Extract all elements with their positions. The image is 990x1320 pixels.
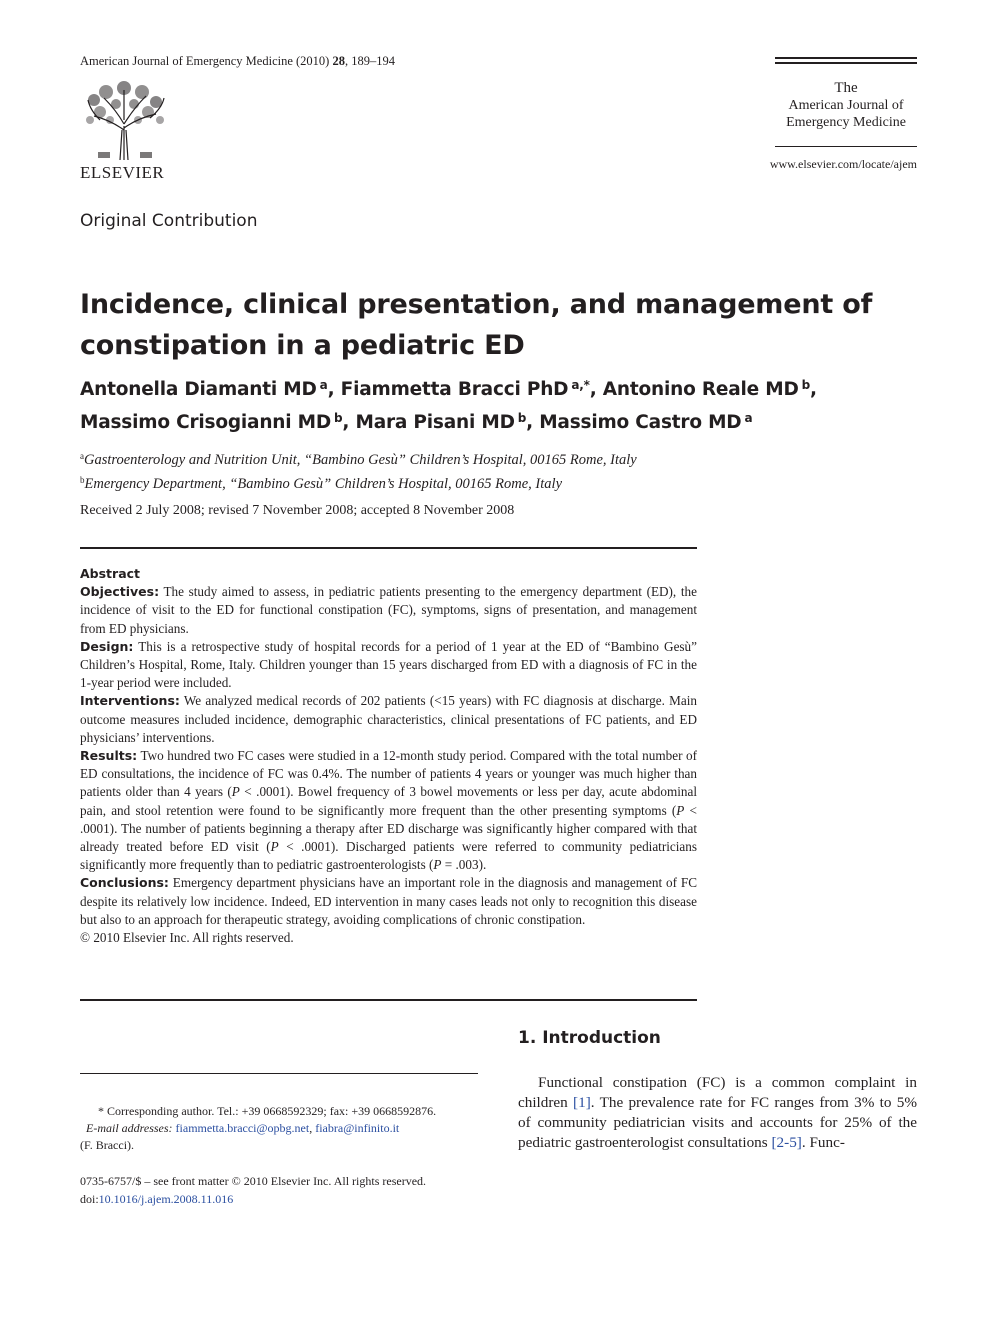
email-addresses (80, 1120, 500, 1137)
front-matter-info (80, 1172, 500, 1208)
email-separator: , (309, 1121, 316, 1135)
design-label: Design: (80, 638, 134, 654)
abstract-objectives (80, 583, 697, 638)
email-label: E-mail addresses: (86, 1121, 173, 1135)
corresponding-author-note: * Corresponding author. Tel.: +39 0668592329; fax: +39 0668592876. (98, 1104, 437, 1118)
p-value-symbol: P (231, 784, 240, 800)
article-type: Original Contribution (80, 211, 258, 231)
journal-citation (80, 54, 395, 69)
objectives-text: The study aimed to assess, in pediatric patients presenting to the emergency department (ED), the incidence of visit to the ED for functional constipation (FC), symptoms, signs of presentation, and management from ED physicians. (80, 584, 697, 636)
abstract-interventions (80, 692, 697, 747)
author-name[interactable]: Mara Pisani MD (355, 412, 515, 433)
p-value-symbol: P (270, 839, 279, 855)
journal-logo-bottom-rule (775, 146, 917, 147)
elsevier-tree-logo (80, 80, 170, 162)
abstract-results (80, 747, 697, 874)
email-owner: (F. Bracci). (80, 1138, 135, 1152)
footnote-rule (80, 1073, 478, 1074)
abstract (80, 565, 697, 947)
interventions-label: Interventions: (80, 693, 180, 709)
affiliation-marker: b (80, 475, 85, 485)
introduction-text: Functional constipation (FC) is a common complaint in children (518, 1074, 917, 1111)
reference-link[interactable]: [2-5] (771, 1134, 802, 1151)
results-text: Two hundred two FC cases were studied in a 12-month study period. Compared with the total number of ED consultations, the incidence of FC was 0.4%. The number of patients 4 years or younger was much higher than patients older than 4 years ( (80, 748, 697, 800)
introduction-text: . The prevalence rate for FC ranges from 3% to 5% of community pediatrician visits and accounts for 25% of the pediatric gastroenterologist consultations (518, 1094, 917, 1151)
affiliation-marker: a (80, 451, 84, 461)
author-name[interactable]: Antonino Reale MD (602, 379, 799, 400)
results-text: < .0001). Bowel frequency of 3 bowel movements or less per day, acute abdominal pain, and stool retention were found to be significantly more frequent than the other presenting symptoms ( (80, 784, 697, 818)
doi-link[interactable]: 10.1016/j.ajem.2008.11.016 (98, 1192, 234, 1206)
author-list: Antonella Diamanti MD $^a$, Fiammetta Bracci PhD $^{a,*}$, Antonino Reale MD $^b$, Massimo Crisogianni MD $^b$, Mara Pisani MD $^b$, Massimo Castro MD $^a$ (80, 378, 817, 433)
publisher-name: ELSEVIER (80, 163, 165, 182)
author-name[interactable]: Massimo Crisogianni MD (80, 412, 332, 433)
footnotes (80, 1103, 500, 1154)
author-name[interactable]: Fiammetta Bracci PhD (340, 379, 569, 400)
doi-label: doi: (80, 1192, 99, 1206)
author-name[interactable]: Antonella Diamanti MD (80, 379, 317, 400)
objectives-label: Objectives: (80, 584, 160, 600)
doi-line (80, 1190, 500, 1208)
results-text: < .0001). The number of patients beginning a therapy after ED discharge was significantly higher compared with that already treated before ED visit ( (80, 802, 697, 855)
journal-url[interactable]: www.elsevier.com/locate/ajem (769, 157, 917, 171)
abstract-heading: Abstract (80, 566, 141, 581)
author-name[interactable]: Massimo Castro MD (539, 412, 742, 433)
journal-logo-line-2: American Journal of (788, 98, 904, 113)
design-text: This is a retrospective study of hospital records for a period of 1 year at the ED of “Bambino Gesù” Children’s Hospital, Rome, Italy. Children younger than 15 years discharged from ED with a diagnosis of FC in the 1-year period were included. (80, 638, 697, 691)
article-history-dates: Received 2 July 2008; revised 7 November 2008; accepted 8 November 2008 (80, 503, 515, 518)
journal-logo-line-1: The (834, 80, 858, 96)
citation-pages: , 189–194 (344, 54, 395, 68)
conclusions-label: Conclusions: (80, 875, 169, 891)
journal-logo-line-3: Emergency Medicine (786, 115, 906, 130)
author-affiliation-marker[interactable]: b (517, 411, 527, 425)
abstract-design (80, 638, 697, 693)
email-link[interactable]: fiabra@infinito.it (315, 1121, 400, 1135)
citation-journal: American Journal of Emergency Medicine (2010) (80, 54, 330, 68)
journal-logo (775, 80, 917, 131)
section-heading-introduction: 1. Introduction (518, 1028, 661, 1048)
author-affiliation-marker[interactable]: a (744, 411, 753, 425)
reference-link[interactable]: [1] (573, 1094, 591, 1111)
results-text: < .0001). Discharged patients were referred to community pediatricians significantly more frequently than to pediatric gastroenterologists ( (80, 839, 697, 873)
results-text: = .003). (441, 857, 487, 873)
affiliation-text: Gastroenterology and Nutrition Unit, “Bambino Gesù” Children’s Hospital, 00165 Rome, Italy (84, 452, 637, 468)
email-link[interactable]: fiammetta.bracci@opbg.net (175, 1121, 310, 1135)
author-affiliation-marker[interactable]: a,* (571, 378, 590, 392)
citation-volume: 28 (332, 54, 345, 68)
abstract-copyright: © 2010 Elsevier Inc. All rights reserved. (80, 930, 294, 946)
introduction-body (518, 1073, 917, 1153)
results-label: Results: (80, 748, 138, 764)
introduction-text: . Func- (801, 1134, 845, 1151)
affiliation-text: Emergency Department, “Bambino Gesù” Children’s Hospital, 00165 Rome, Italy (84, 476, 563, 492)
author-affiliation-marker[interactable]: b (334, 411, 343, 425)
affiliation-item (80, 470, 880, 494)
abstract-bottom-rule (80, 999, 697, 1001)
p-value-symbol: P (433, 857, 442, 873)
p-value-symbol: P (676, 802, 685, 818)
journal-logo-top-rules (775, 57, 917, 67)
conclusions-text: Emergency department physicians have an important role in the diagnosis and management of FC despite its relatively low incidence. Indeed, ED intervention in many cases leads not only to recognition this disease but also to an approach for therapeutic strategy, avoiding complications of chronic constipation. (80, 875, 697, 927)
affiliation-item (80, 446, 880, 470)
abstract-conclusions (80, 874, 697, 929)
author-affiliation-marker[interactable]: b (801, 378, 811, 392)
article-title: Incidence, clinical presentation, and management of constipation in a pediatric ED (80, 289, 873, 361)
author-affiliation-marker[interactable]: a (319, 378, 328, 392)
issn-line: 0735-6757/$ – see front matter © 2010 Elsevier Inc. All rights reserved. (80, 1174, 427, 1188)
introduction-paragraph (518, 1073, 917, 1153)
interventions-text: We analyzed medical records of 202 patients (<15 years) with FC diagnosis at discharge. Main outcome measures included incidence, demographic characteristics, clinical presentations of FC patients, and ED physicians’ interventions. (80, 693, 697, 745)
abstract-top-rule (80, 547, 697, 549)
affiliation-list (80, 446, 880, 494)
